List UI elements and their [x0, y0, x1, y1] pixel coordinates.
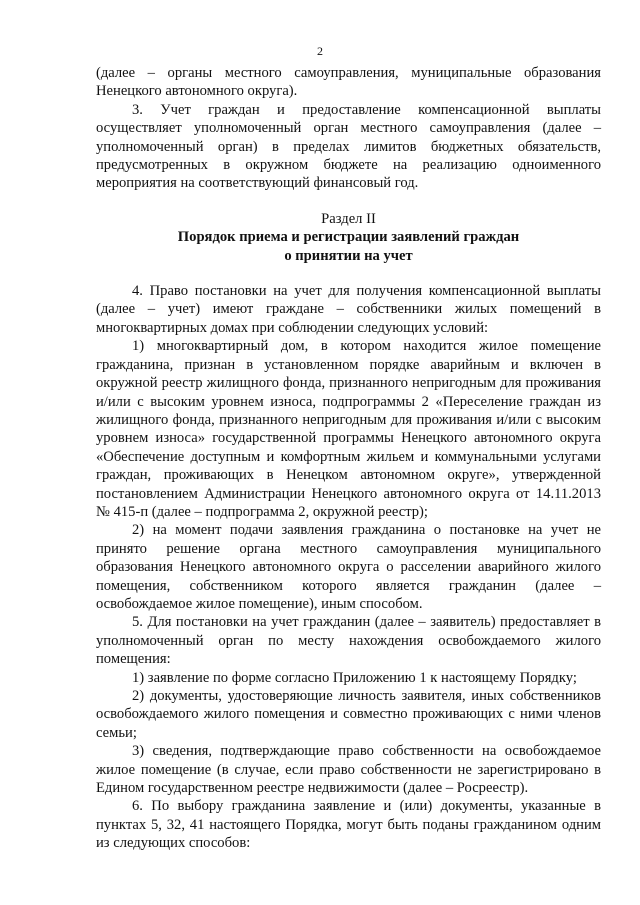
paragraph-item-4-1: 1) многоквартирный дом, в котором находится жилое помещение гражданина, признан в установленном порядке аварийным и включен в окружной реестр жилищного фонда, признанного непригодным для проживания и/или с высоким уровнем износа, подпрограммы 2 «Переселение граждан из жилищного фонда, признанного непригодным для проживания и/или с высоким уровнем износа» государственной программы Ненецкого автономного округа «Обеспечение доступным и комфортным жильем и коммунальными услугами граждан, проживающих в Ненецком автономном округе», утвержденной постановлением Администрации Ненецкого автономного округа от 14.11.2013 № 415-п (далее – подпрограмма 2, окружной реестр); — [96, 338, 601, 520]
document-body — [96, 64, 601, 853]
paragraph-item-5: 5. Для постановки на учет гражданин (далее – заявитель) предоставляет в уполномоченный орган по месту нахождения освобождаемого жилого помещения: — [96, 614, 601, 668]
section-title-line-2: о принятии на учет — [284, 247, 413, 264]
paragraph-item-5-1: 1) заявление по форме согласно Приложению 1 к настоящему Порядку; — [132, 669, 577, 686]
paragraph-item-4: 4. Право постановки на учет для получения компенсационной выплаты (далее – учет) имеют граждане – собственники жилых помещений в многоквартирных домах при соблюдении следующих условий: — [96, 283, 601, 336]
paragraph-continuation: (далее – органы местного самоуправления, муниципальные образования Ненецкого автономного округа). — [96, 65, 601, 100]
paragraph-item-4-2: 2) на момент подачи заявления гражданина о постановке на учет не принято решение органа местного самоуправления муниципального образования Ненецкого автономного округа о расселении аварийного жилого помещения, собственником которого является гражданин (далее – освобождаемое жилое помещение), иным способом. — [96, 522, 601, 612]
page-number: 2 — [317, 44, 323, 58]
paragraph-item-5-3: 3) сведения, подтверждающие право собственности на освобождаемое жилое помещение (в случае, если право собственности не зарегистрировано в Едином государственном реестре недвижимости (далее – Росреестр). — [96, 743, 601, 797]
paragraph-item-6: 6. По выбору гражданина заявление и (или) документы, указанные в пунктах 5, 32, 41 настоящего Порядка, могут быть поданы гражданином одним из следующих способов: — [96, 798, 601, 852]
paragraph-item-3: 3. Учет граждан и предоставление компенсационной выплаты осуществляет уполномоченный орган местного самоуправления (далее – уполномоченный орган) в пределах лимитов бюджетных обязательств, предусмотренных в окружном бюджете на реализацию одноименного мероприятия на соответствующий финансовый год. — [96, 101, 601, 192]
paragraph-item-5-2: 2) документы, удостоверяющие личность заявителя, иных собственников освобождаемого жилого помещения и совместно проживающих с ними членов семьи; — [96, 688, 601, 741]
section-label: Раздел II — [321, 210, 376, 227]
section-title-line-1: Порядок приема и регистрации заявлений граждан — [177, 229, 520, 246]
spacer — [96, 265, 601, 282]
